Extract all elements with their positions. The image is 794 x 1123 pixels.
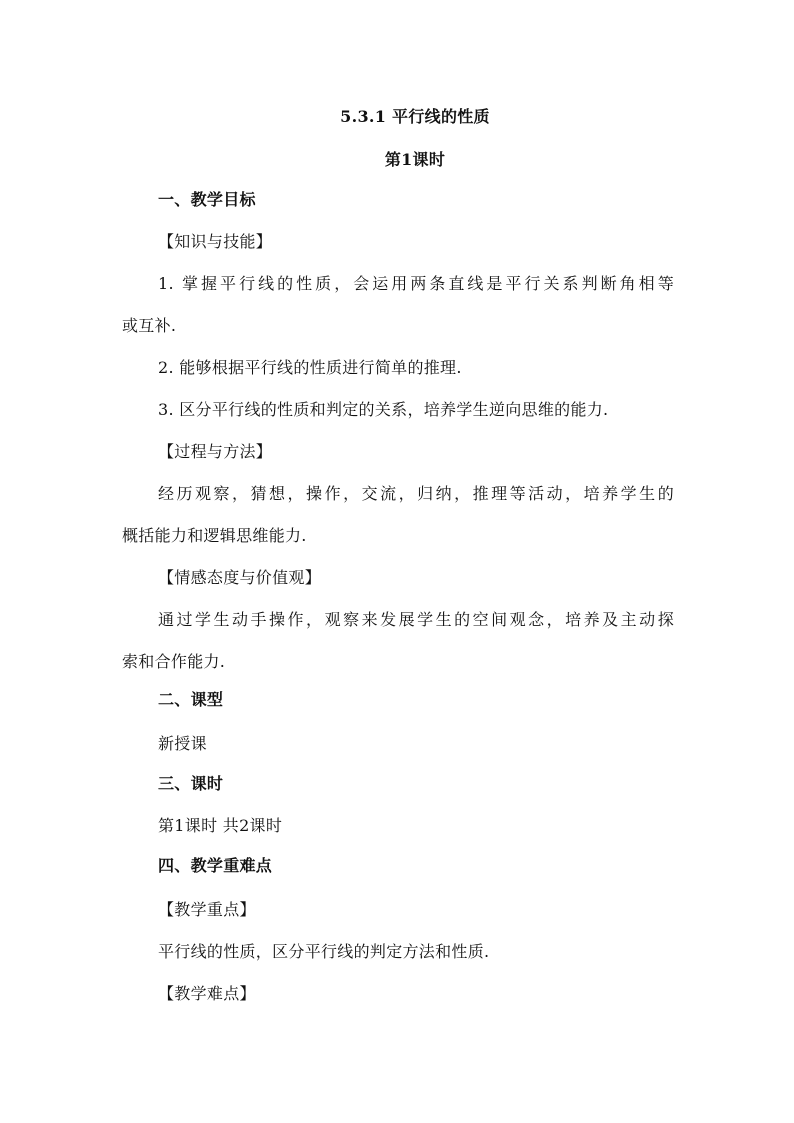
section-heading-objectives: 一、教学目标 xyxy=(158,190,256,209)
section-heading-class-hours: 三、课时 xyxy=(158,774,224,793)
process-text-line-2: 概括能力和逻辑思维能力. xyxy=(122,526,307,545)
label-difficult-points: 【教学难点】 xyxy=(158,984,256,1003)
process-text-line-1: 经历观察，猜想，操作，交流，归纳，推理等活动，培养学生的 xyxy=(158,484,674,503)
label-knowledge-skills: 【知识与技能】 xyxy=(158,232,273,251)
label-key-points: 【教学重点】 xyxy=(158,900,256,919)
section-heading-key-difficult-points: 四、教学重难点 xyxy=(158,856,273,875)
key-points-text: 平行线的性质，区分平行线的判定方法和性质. xyxy=(158,942,490,961)
emotion-text-line-1: 通过学生动手操作，观察来发展学生的空间观念，培养及主动探 xyxy=(158,610,674,629)
document-subtitle: 第1课时 xyxy=(384,150,446,169)
label-emotion-values: 【情感态度与价值观】 xyxy=(158,568,322,587)
document-title: 5.3.1 平行线的性质 xyxy=(340,107,490,126)
label-process-methods: 【过程与方法】 xyxy=(158,442,273,461)
knowledge-item-1-line-2: 或互补. xyxy=(122,316,177,335)
knowledge-item-3: 3. 区分平行线的性质和判定的关系，培养学生逆向思维的能力. xyxy=(158,400,609,419)
class-hours-text: 第1课时 共2课时 xyxy=(158,816,283,835)
knowledge-item-2: 2. 能够根据平行线的性质进行简单的推理. xyxy=(158,358,462,377)
section-heading-lesson-type: 二、课型 xyxy=(158,690,224,709)
emotion-text-line-2: 索和合作能力. xyxy=(122,652,226,671)
knowledge-item-1-line-1: 1. 掌握平行线的性质，会运用两条直线是平行关系判断角相等 xyxy=(158,274,674,293)
lesson-type-text: 新授课 xyxy=(158,734,207,753)
